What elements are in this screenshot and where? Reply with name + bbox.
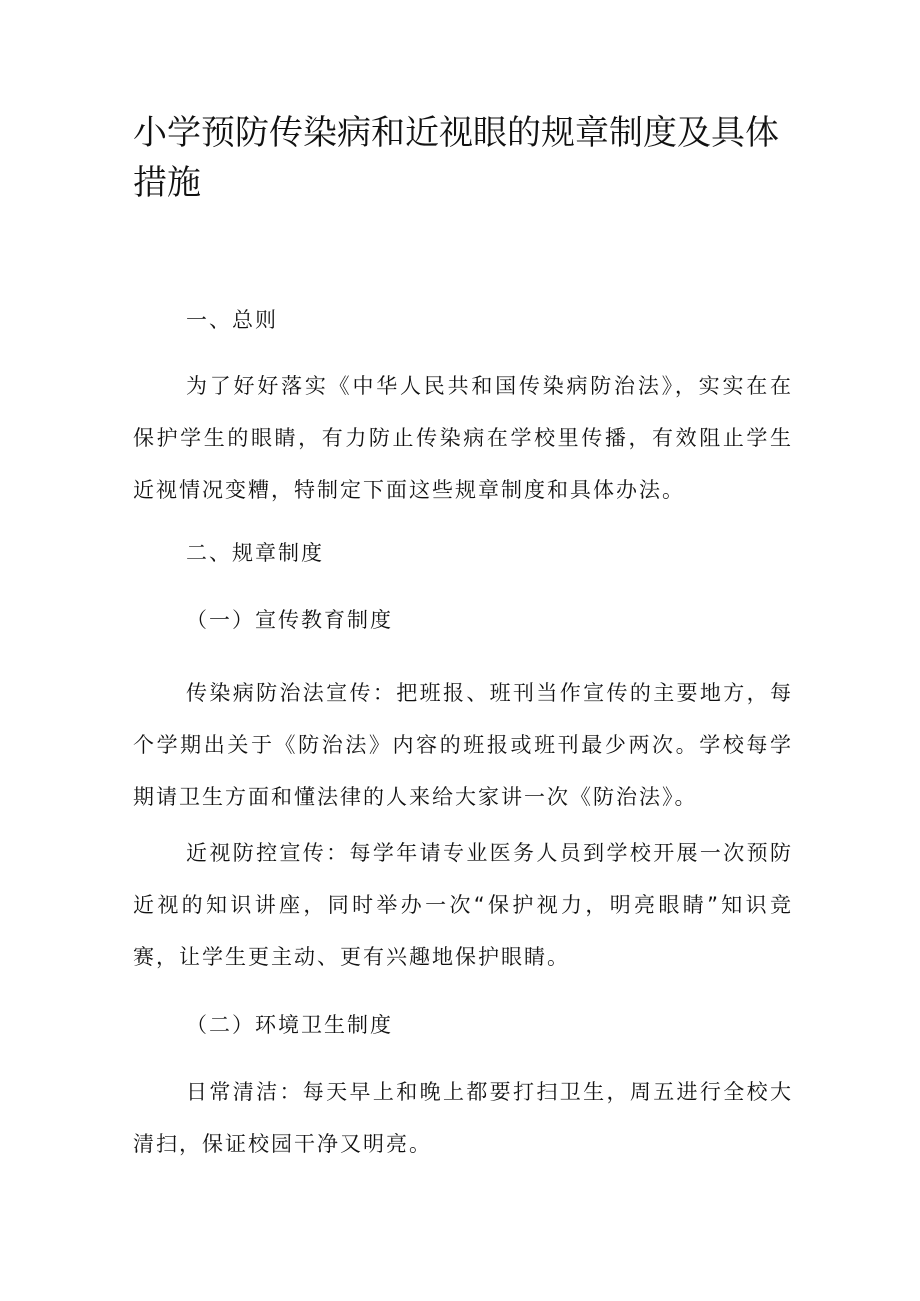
document-title: 小学预防传染病和近视眼的规章制度及具体措施	[133, 113, 779, 203]
section-heading-general: 一、总则	[186, 308, 278, 332]
daily-cleaning-paragraph: 日常清洁：每天早上和晚上都要打扫卫生，周五进行全校大清扫，保证校园干净又明亮。	[133, 1080, 793, 1156]
section-heading-rules: 二、规章制度	[186, 541, 324, 565]
myopia-publicity-paragraph: 近视防控宣传：每学年请专业医务人员到学校开展一次预防近视的知识讲座，同时举办一次“保护视力，明亮眼睛”知识竞赛，让学生更主动、更有兴趣地保护眼睛。	[133, 841, 793, 969]
subsection-heading-education: （一）宣传教育制度	[186, 608, 393, 632]
subsection-heading-environment: （二）环境卫生制度	[186, 1013, 393, 1037]
law-publicity-paragraph: 传染病防治法宣传：把班报、班刊当作宣传的主要地方，每个学期出关于《防治法》内容的班报或班刊最少两次。学校每学期请卫生方面和懂法律的人来给大家讲一次《防治法》。	[133, 681, 793, 809]
general-paragraph: 为了好好落实《中华人民共和国传染病防治法》，实实在在保护学生的眼睛，有力防止传染病在学校里传播，有效阻止学生近视情况变糟，特制定下面这些规章制度和具体办法。	[133, 374, 793, 502]
